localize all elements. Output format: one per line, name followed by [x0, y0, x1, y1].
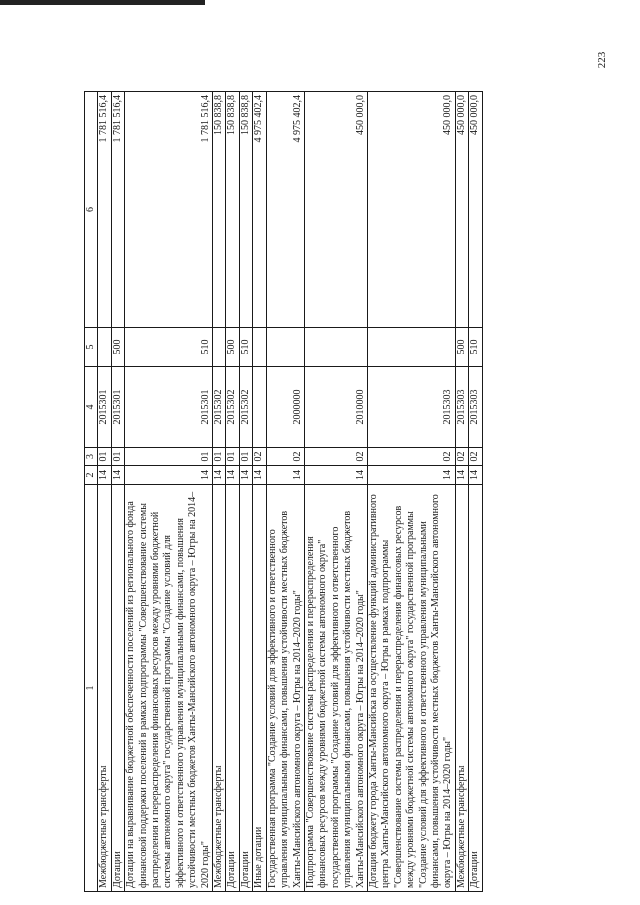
cell-subsection: 02 [253, 448, 266, 466]
cell-expense-type: 510 [469, 328, 482, 367]
cell-target-code: 2015302 [239, 367, 252, 448]
cell-section: 14 [226, 466, 239, 485]
header-cell-2: 2 [85, 466, 98, 485]
cell-section: 14 [304, 466, 367, 485]
cell-subsection: 01 [226, 448, 239, 466]
cell-expense-type [266, 328, 304, 367]
cell-target-code: 2015303 [455, 367, 468, 448]
header-cell-1: 1 [85, 485, 98, 892]
table-row [367, 92, 455, 892]
table-row [455, 92, 468, 892]
header-cell-3: 3 [85, 448, 98, 466]
budget-table-body [85, 92, 483, 892]
table-row [239, 92, 252, 892]
cell-name: Дотации на выравнивание бюджетной обеспеченности поселений из регионального фонда финансовой поддержки поселений в рамках подпрограммы "Совершенствование системы распределения и перераспределения финансовых ресурсов между уровнями бюджетной системы автономного округа" государственной программы "Создание условий для эффективного и ответственного управления муниципальными финансами, повышения устойчивости местных бюджетов Ханты-Мансийского автономного округа – Югры на 2014–2020 годы" [125, 485, 213, 892]
cell-name: Дотация бюджету города Ханты-Мансийска на осуществление функций административного центра Ханты-Мансийского автономного округа – Югры в рамках подпрограммы "Совершенствование системы распределения и перераспределения финансовых ресурсов между уровнями бюджетной системы автономного округа" государственной программы "Создание условий для эффективного и ответственного управления муниципальными финансами, повышения устойчивости местных бюджетов Ханты-Мансийского автономного округа – Югры на 2014–2020 годы" [367, 485, 455, 892]
cell-target-code: 2015301 [125, 367, 213, 448]
cell-name: Дотации [239, 485, 252, 892]
cell-amount: 150 838,8 [226, 92, 239, 328]
cell-amount: 450 000,0 [469, 92, 482, 328]
header-cell-5: 5 [85, 328, 98, 367]
cell-amount: 1 781 516,4 [125, 92, 213, 328]
cell-section: 14 [367, 466, 455, 485]
cell-section: 14 [455, 466, 468, 485]
cell-name: Государственная программа "Создание условий для эффективного и ответственного управления муниципальными финансами, повышения устойчивости местных бюджетов Ханты-Мансийского автономного округа – Югры на 2014–2020 годы" [266, 485, 304, 892]
cell-section: 14 [125, 466, 213, 485]
cell-subsection: 02 [304, 448, 367, 466]
cell-expense-type: 510 [239, 328, 252, 367]
cell-target-code: 2015302 [213, 367, 226, 448]
cell-target-code [253, 367, 266, 448]
cell-name: Дотации [111, 485, 124, 892]
cell-section: 14 [469, 466, 482, 485]
cell-expense-type [98, 328, 111, 367]
cell-subsection: 02 [367, 448, 455, 466]
table-row [125, 92, 213, 892]
cell-target-code: 2015301 [111, 367, 124, 448]
cell-target-code: 2010000 [304, 367, 367, 448]
cell-subsection: 01 [125, 448, 213, 466]
cell-name: Подпрограмма "Совершенствование системы распределения и перераспределения финансовых ресурсов между уровнями бюджетной системы автономного округа" государственной программы "Создание условий для эффективного и ответственного управления муниципальными финансами, повышения устойчивости местных бюджетов Ханты-Мансийского автономного округа – Югры на 2014–2020 годы" [304, 485, 367, 892]
page-number: 223 [596, 51, 608, 69]
cell-subsection: 01 [98, 448, 111, 466]
cell-section: 14 [253, 466, 266, 485]
table-row [213, 92, 226, 892]
cell-name: Иные дотации [253, 485, 266, 892]
cell-name: Дотации [226, 485, 239, 892]
cell-amount: 1 781 516,4 [98, 92, 111, 328]
cell-amount: 1 781 516,4 [111, 92, 124, 328]
cell-section: 14 [111, 466, 124, 485]
cell-section: 14 [266, 466, 304, 485]
budget-table [84, 91, 483, 892]
cell-subsection: 01 [111, 448, 124, 466]
cell-section: 14 [213, 466, 226, 485]
header-cell-4: 4 [85, 367, 98, 448]
cell-target-code: 2000000 [266, 367, 304, 448]
cell-target-code: 2015303 [367, 367, 455, 448]
cell-subsection: 01 [239, 448, 252, 466]
cell-expense-type [304, 328, 367, 367]
header-cell-6: 6 [85, 92, 98, 328]
scan-edge-bar [0, 0, 205, 5]
cell-expense-type [367, 328, 455, 367]
cell-name: Межбюджетные трансферты [98, 485, 111, 892]
table-row [253, 92, 266, 892]
cell-amount: 150 838,8 [239, 92, 252, 328]
cell-amount: 150 838,8 [213, 92, 226, 328]
table-row [98, 92, 111, 892]
cell-amount: 450 000,0 [455, 92, 468, 328]
table-row [226, 92, 239, 892]
cell-target-code: 2015301 [98, 367, 111, 448]
cell-name: Дотации [469, 485, 482, 892]
cell-target-code: 2015302 [226, 367, 239, 448]
cell-expense-type: 500 [455, 328, 468, 367]
cell-subsection: 01 [213, 448, 226, 466]
cell-section: 14 [98, 466, 111, 485]
cell-amount: 450 000,0 [367, 92, 455, 328]
cell-subsection: 02 [469, 448, 482, 466]
cell-expense-type: 500 [111, 328, 124, 367]
rotated-table-container [84, 92, 560, 892]
cell-amount: 4 975 402,4 [266, 92, 304, 328]
cell-amount: 4 975 402,4 [253, 92, 266, 328]
cell-expense-type: 510 [125, 328, 213, 367]
table-row [111, 92, 124, 892]
cell-name: Межбюджетные трансферты [455, 485, 468, 892]
cell-expense-type: 500 [226, 328, 239, 367]
cell-subsection: 02 [455, 448, 468, 466]
cell-expense-type [213, 328, 226, 367]
table-row [469, 92, 482, 892]
cell-amount: 450 000,0 [304, 92, 367, 328]
cell-subsection: 02 [266, 448, 304, 466]
table-row [304, 92, 367, 892]
cell-target-code: 2015303 [469, 367, 482, 448]
cell-expense-type [253, 328, 266, 367]
cell-name: Межбюджетные трансферты [213, 485, 226, 892]
table-row [266, 92, 304, 892]
table-header-row [85, 92, 98, 892]
cell-section: 14 [239, 466, 252, 485]
